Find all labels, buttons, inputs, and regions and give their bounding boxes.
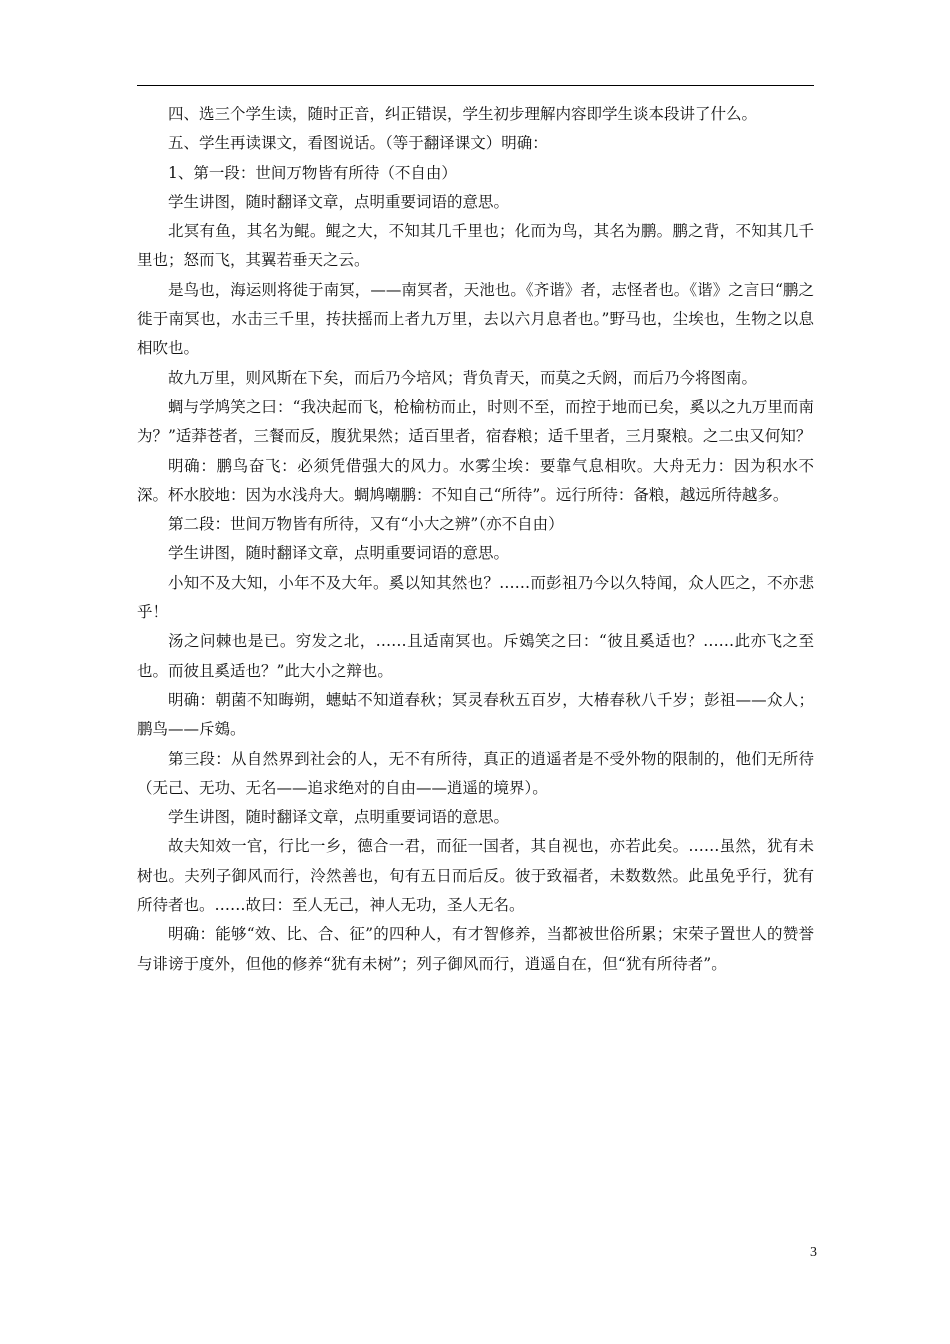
paragraph-text-xiaozhi: 小知不及大知，小年不及大年。奚以知其然也？……而彭祖乃今以久特闻，众人匹之，不亦悲乎！ <box>137 573 814 622</box>
header-rule <box>137 85 814 86</box>
page-number: 3 <box>810 1245 817 1260</box>
document-body <box>137 100 814 979</box>
paragraph-text-tiaoyu: 蜩与学鸠笑之曰：“我决起而飞，枪榆枋而止，时则不至，而控于地而已矣，奚以之九万里而南为？”适莽苍者，三餐而反，腹犹果然；适百里者，宿舂粮；适千里者，三月聚粮。之二虫又何知？ <box>137 397 814 446</box>
paragraph-text-shiniao: 是鸟也，海运则将徙于南冥，——南冥者，天池也。《齐谐》者，志怪者也。《谐》之言曰“鹏之徙于南冥也，水击三千里，抟扶摇而上者九万里，去以六月息者也。”野马也，尘埃也，生物之以息相吹也。 <box>137 280 814 358</box>
paragraph-text-gufuzhi: 故夫知效一官，行比一乡，德合一君，而征一国者，其自视也，亦若此矣。……虽然，犹有未树也。夫列子御风而行，泠然善也，旬有五日而后反。彼于致福者，未数数然。此虽免乎行，犹有所待者也。……故曰：至人无己，神人无功，圣人无名。 <box>137 837 814 915</box>
paragraph-instruction: 学生讲图，随时翻译文章，点明重要词语的意思。 <box>168 192 510 211</box>
paragraph-text-jiuwanli: 故九万里，则风斯在下矣，而后乃今培风；背负青天，而莫之夭阏，而后乃今将图南。 <box>168 368 758 387</box>
paragraph-section-two-heading: 第二段：世间万物皆有所待，又有“小大之辨”（亦不自由） <box>168 515 564 534</box>
paragraph-text-tangzhiwen: 汤之问棘也是已。穷发之北，……且适南冥也。斥鴳笑之曰：“彼且奚适也？……此亦飞之至也。而彼且奚适也？”此大小之辩也。 <box>137 632 814 680</box>
paragraph-explanation-three: 明确：能够“效、比、合、征”的四种人，有才智修养，当都被世俗所累；宋荣子置世人的赞誉与诽谤于度外，但他的修养“犹有未树”；列子御风而行，逍遥自在，但“犹有所待者”。 <box>137 925 814 973</box>
paragraph-instruction: 学生讲图，随时翻译文章，点明重要词语的意思。 <box>168 808 510 827</box>
paragraph-text-beiming: 北冥有鱼，其名为鲲。鲲之大，不知其几千里也；化而为鸟，其名为鹏。鹏之背，不知其几千里也；怒而飞，其翼若垂天之云。 <box>137 222 814 270</box>
paragraph-explanation-two: 明确：朝菌不知晦朔，蟪蛄不知道春秋；冥灵春秋五百岁，大椿春秋八千岁；彭祖——众人；鹏鸟——斥鴳。 <box>137 690 814 739</box>
paragraph-step-four: 四、选三个学生读，随时正音，纠正错误，学生初步理解内容即学生谈本段讲了什么。 <box>168 105 758 123</box>
paragraph-section-one-heading: 1、第一段：世间万物皆有所待（不自由） <box>168 163 457 182</box>
paragraph-section-three-heading: 第三段：从自然界到社会的人，无不有所待，真正的逍遥者是不受外物的限制的，他们无所待（无己、无功、无名——追求绝对的自由——逍遥的境界）。 <box>137 749 814 797</box>
paragraph-step-five: 五、学生再读课文，看图说话。（等于翻译课文）明确： <box>168 134 548 153</box>
paragraph-instruction: 学生讲图，随时翻译文章，点明重要词语的意思。 <box>168 544 510 563</box>
paragraph-explanation-one: 明确：鹏鸟奋飞：必须凭借强大的风力。水雾尘埃：要靠气息相吹。大舟无力：因为积水不深。杯水胶地：因为水浅舟大。蜩鸠嘲鹏：不知自己“所待”。远行所待：备粮，越远所待越多。 <box>137 456 814 504</box>
